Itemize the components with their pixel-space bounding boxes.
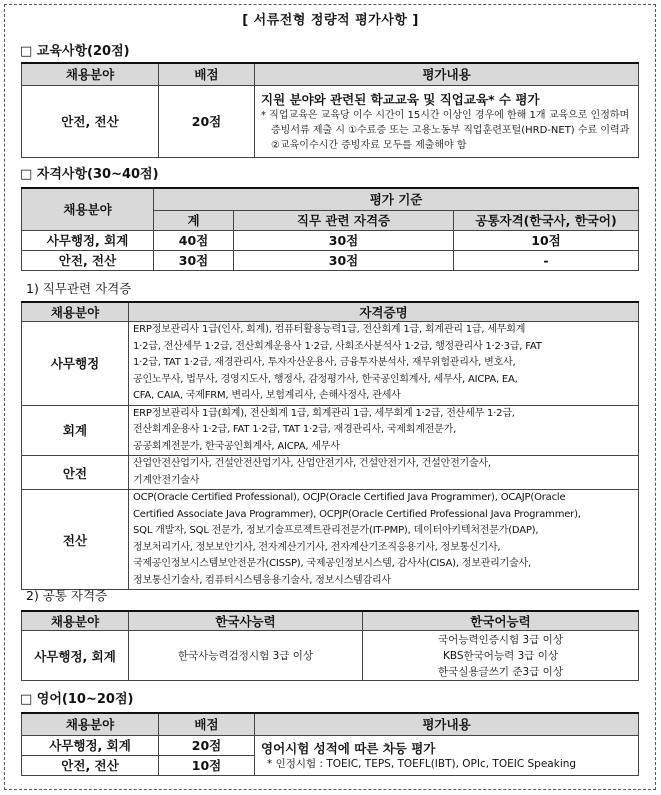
cert-line: 정보처리기사, 정보보안기사, 전자계산기기사, 전자계산기조직응용기사, 정보통신기사, [133, 541, 501, 553]
common-cert-header-korean: 한국어능력 [363, 611, 639, 631]
education-header-content: 평가내용 [255, 63, 639, 85]
education-score: 20점 [159, 85, 255, 157]
cert-line: 정보통신기술사, 컴퓨터시스템응용기술사, 정보시스템감리사 [133, 574, 391, 586]
cert-row-total: 40점 [154, 230, 234, 250]
cert-row-total: 30점 [154, 250, 234, 270]
english-desc-title: 영어시험 성적에 따른 차등 평가 [261, 740, 436, 756]
english-row-score: 20점 [159, 735, 255, 755]
job-cert-list [129, 456, 639, 490]
cert-line: Certified Associate Java Programmer), OCPJP(Oracle Certified Professional Java Programmer), [133, 508, 581, 520]
english-desc-cell [255, 735, 639, 775]
job-cert-list [129, 490, 639, 590]
job-cert-header-field: 채용분야 [22, 302, 129, 322]
education-header-field: 채용분야 [22, 63, 159, 85]
cert-header-common: 공통자격(한국사, 한국어) [454, 210, 639, 230]
cert-heading: □ 자격사항(30~40점) [20, 167, 159, 182]
cert-line: 1·2급, 전산세무 1·2급, 전산회계운용사 1·2급, 사회조사분석사 1·2급, 행정관리사 1·2·3급, FAT [133, 340, 542, 352]
english-heading: □ 영어(10~20점) [20, 692, 134, 707]
job-cert-header-list: 자격증명 [129, 302, 639, 322]
common-cert-table [21, 610, 639, 681]
english-header-content: 평가내용 [255, 713, 639, 735]
common-cert-heading: 2) 공통 자격증 [26, 588, 108, 603]
english-desc-note: * 인정시험 : TOEIC, TEPS, TOEFL(IBT), OPIc, TOEIC Speaking [267, 757, 577, 770]
common-cert-header-history: 한국사능력 [129, 611, 363, 631]
cert-table [21, 187, 639, 271]
korean-cert-item: 한국실용글쓰기 준3급 이상 [438, 665, 563, 678]
cert-header-total: 계 [154, 210, 234, 230]
common-cert-korean [363, 631, 639, 681]
common-cert-header-field: 채용분야 [22, 611, 129, 631]
education-header-score: 배점 [159, 63, 255, 85]
cert-header-job: 직무 관련 자격증 [234, 210, 454, 230]
cert-line: 국제공인정보시스템보안전문가(CISSP), 국제공인정보시스템, 감사사(CISA), 정보관리기술사, [133, 558, 531, 569]
page-title: [ 서류전형 정량적 평가사항 ] [242, 13, 419, 28]
english-table [21, 712, 639, 776]
cert-line: 공공회계전문가, 한국공인회계사, AICPA, 세무사 [133, 440, 340, 452]
education-desc-title: 지원 분야와 관련된 학교교육 및 직업교육* 수 평가 [261, 91, 540, 107]
job-cert-field: 사무행정 [22, 322, 129, 406]
cert-line: CFA, CAIA, 국제FRM, 변리사, 보험계리사, 손해사정사, 관세사 [133, 390, 401, 401]
cert-line: SQL 개발자, SQL 전문가, 정보기술프로젝트관리전문가(IT-PMP), 데이터아키텍처전문가(DAP), [133, 525, 539, 536]
common-cert-history: 한국사능력검정시험 3급 이상 [129, 631, 363, 681]
cert-line: 1·2급, TAT 1·2급, 재경관리사, 투자자산운용사, 금융투자분석사, 재무위험관리사, 변호사, [133, 357, 516, 368]
cert-row-job: 30점 [234, 250, 454, 270]
cert-line: 전산회계운용사 1·2급, FAT 1·2급, TAT 1·2급, 재경관리사, 국제회계전문가, [133, 424, 457, 435]
cert-line: 기계안전기술사 [133, 474, 200, 486]
cert-header-field: 채용분야 [22, 188, 154, 230]
job-cert-list [129, 405, 639, 456]
english-row-field: 사무행정, 회계 [22, 735, 159, 755]
cert-line: ERP정보관리사 1급(회계), 전산회계 1급, 회계관리 1급, 세무회계 1·2급, 전산세무 1·2급, [133, 407, 515, 419]
job-cert-list [129, 322, 639, 406]
english-header-score: 배점 [159, 713, 255, 735]
english-row-score: 10점 [159, 755, 255, 775]
education-desc-note: * 직업교육은 교육당 이수 시간이 15시간 이상인 경우에 한해 1개 교육으로 인정하며 증빙서류 제출 시 ①수료증 또는 고용노동부 직업훈련포털(HRD-NET) 수료 이력과 ②교육이수시간 증빙자료 모두를 제출해야 함 [261, 109, 630, 151]
cert-row-job: 30점 [234, 230, 454, 250]
english-row-field: 안전, 전산 [22, 755, 159, 775]
job-cert-field: 전산 [22, 490, 129, 590]
cert-row-common: - [454, 250, 639, 270]
cert-header-group: 평가 기준 [154, 188, 639, 210]
cert-line: 공인노무사, 법무사, 경영지도사, 행정사, 감정평가사, 한국공인회계사, 세무사, AICPA, EA, [133, 373, 518, 385]
education-field: 안전, 전산 [22, 85, 159, 157]
korean-cert-item: KBS한국어능력 3급 이상 [442, 649, 559, 662]
job-cert-field: 안전 [22, 456, 129, 490]
common-cert-field: 사무행정, 회계 [22, 631, 129, 681]
cert-line: OCP(Oracle Certified Professional), OCJP(Oracle Certified Java Programmer), OCAJP(Oracle [133, 492, 566, 503]
job-cert-field: 회계 [22, 405, 129, 456]
education-table [21, 62, 639, 158]
cert-line: 산업안전산업기사, 건설안전산업기사, 산업안전기사, 건설안전기사, 건설안전기술사, [133, 458, 491, 469]
english-header-field: 채용분야 [22, 713, 159, 735]
cert-line: ERP정보관리사 1급(인사, 회계), 컴퓨터활용능력1급, 전산회계 1급, 회계관리 1급, 세무회계 [133, 324, 526, 335]
job-cert-table [21, 301, 639, 590]
education-desc-cell [255, 85, 639, 157]
korean-cert-item: 국어능력인증시험 3급 이상 [438, 633, 563, 646]
job-cert-heading: 1) 직무관련 자격증 [26, 281, 132, 296]
education-heading: □ 교육사항(20점) [20, 44, 130, 59]
cert-row-field: 사무행정, 회계 [22, 230, 154, 250]
cert-row-common: 10점 [454, 230, 639, 250]
cert-row-field: 안전, 전산 [22, 250, 154, 270]
